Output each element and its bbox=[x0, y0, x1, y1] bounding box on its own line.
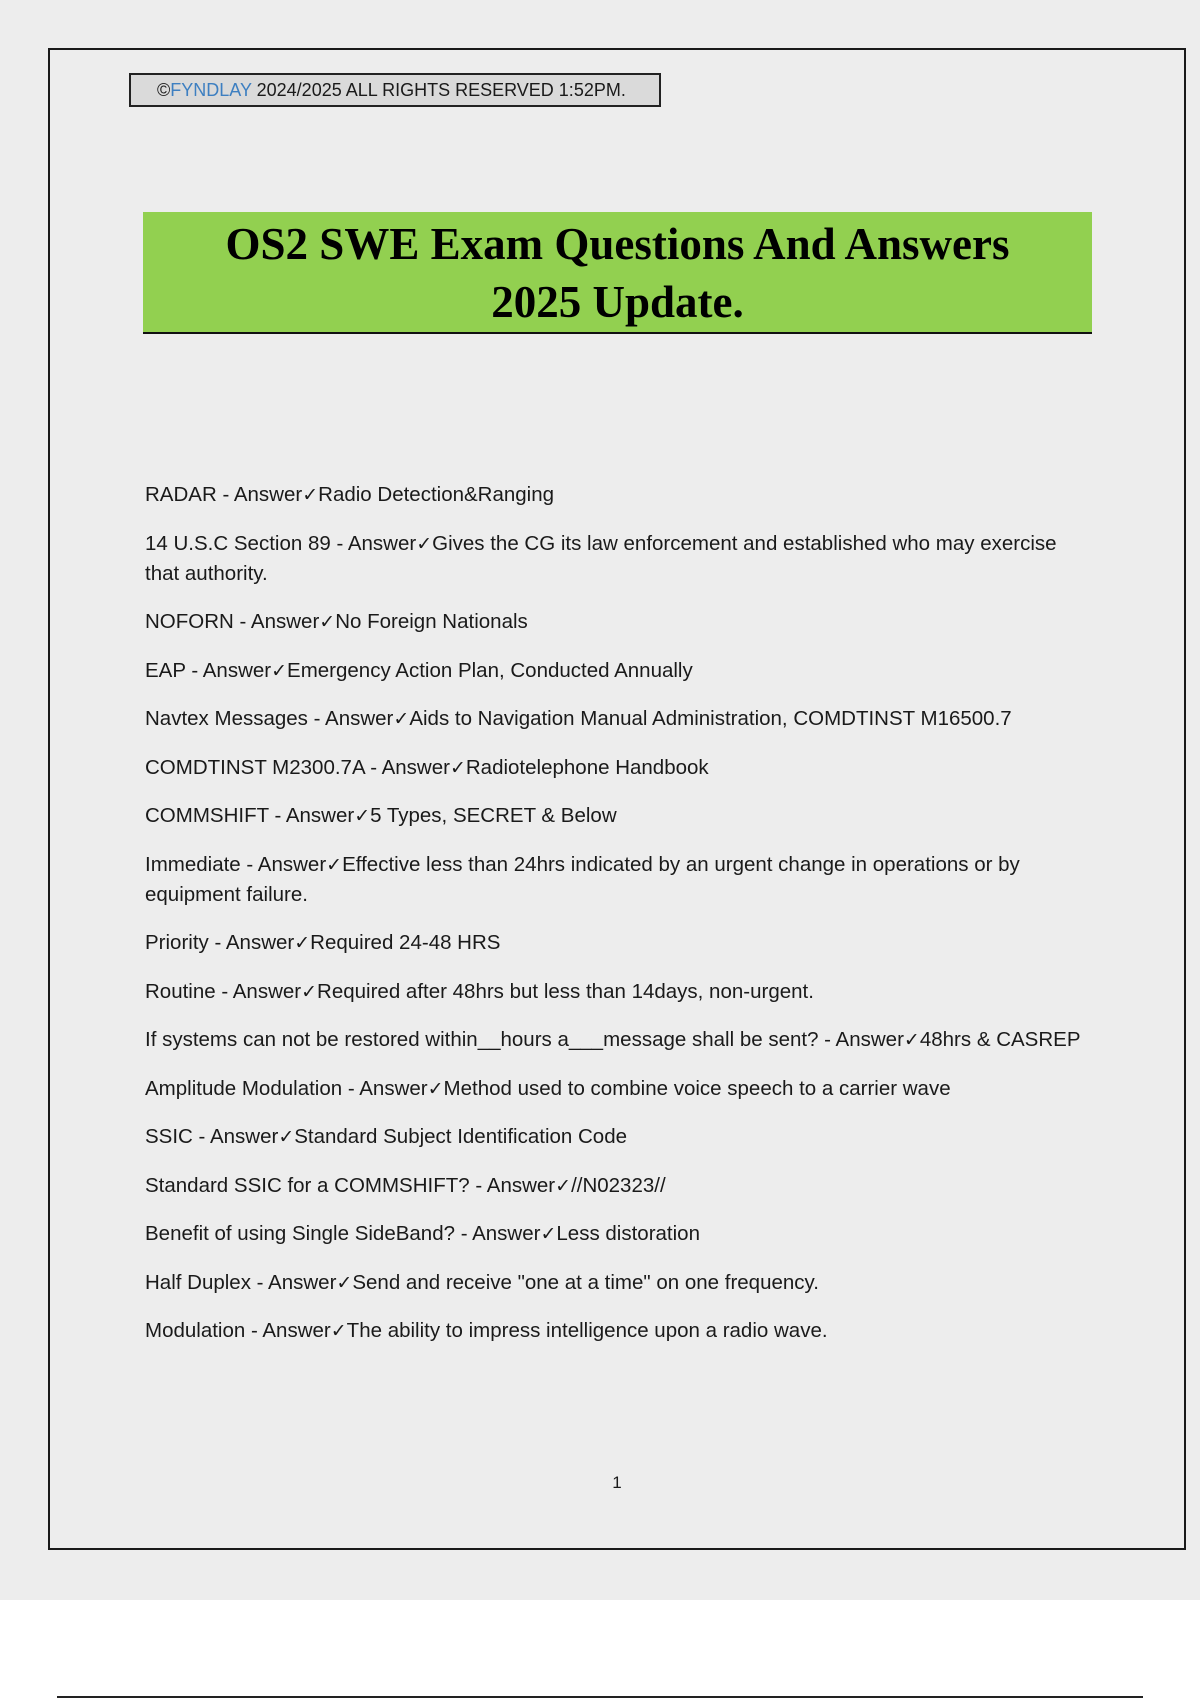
answer-text: Method used to combine voice speech to a carrier wave bbox=[443, 1076, 951, 1100]
qa-item bbox=[145, 480, 1095, 510]
question-text: Benefit of using Single SideBand? bbox=[145, 1222, 456, 1245]
answer-text: Emergency Action Plan, Conducted Annually bbox=[287, 658, 693, 682]
checkmark-icon: ✓ bbox=[271, 659, 288, 682]
question-text: Half Duplex bbox=[145, 1270, 251, 1294]
answer-label: - Answer bbox=[215, 979, 302, 1003]
document-title bbox=[143, 212, 1092, 334]
checkmark-icon: ✓ bbox=[555, 1174, 572, 1197]
question-text: COMDTINST M2300.7A bbox=[145, 755, 365, 779]
checkmark-icon: ✓ bbox=[449, 756, 466, 779]
answer-text: No Foreign Nationals bbox=[335, 610, 528, 633]
question-text: COMMSHIFT bbox=[145, 804, 269, 827]
checkmark-icon: ✓ bbox=[319, 611, 336, 633]
answer-text: Required 24-48 HRS bbox=[310, 931, 501, 954]
question-text: SSIC bbox=[145, 1125, 193, 1148]
question-text: If systems can not be restored within__hours a___message shall be sent? bbox=[145, 1028, 819, 1051]
answer-text: 48hrs & CASREP bbox=[919, 1028, 1081, 1051]
copyright-header bbox=[129, 73, 661, 107]
checkmark-icon: ✓ bbox=[540, 1223, 557, 1245]
question-text: Navtex Messages bbox=[145, 707, 308, 730]
qa-item bbox=[145, 1122, 1095, 1152]
answer-text: Send and receive "one at a time" on one frequency. bbox=[352, 1270, 819, 1294]
checkmark-icon: ✓ bbox=[416, 532, 433, 555]
answer-text: //N02323// bbox=[571, 1173, 666, 1197]
question-text: NOFORN bbox=[145, 610, 234, 633]
answer-text: Gives the CG its law enforcement and established who may exercise that authority. bbox=[145, 531, 1057, 585]
question-text: Standard SSIC for a COMMSHIFT? bbox=[145, 1173, 470, 1197]
checkmark-icon: ✓ bbox=[302, 484, 319, 506]
copyright-text: 2024/2025 ALL RIGHTS RESERVED 1:52PM. bbox=[251, 80, 626, 100]
answer-label: - Answer bbox=[216, 483, 303, 506]
answer-label: - Answer bbox=[455, 1222, 541, 1245]
answer-text: Less distoration bbox=[556, 1222, 700, 1245]
qa-item bbox=[145, 1316, 1095, 1346]
question-text: Immediate bbox=[145, 852, 241, 876]
question-text: Amplitude Modulation bbox=[145, 1076, 343, 1100]
checkmark-icon: ✓ bbox=[354, 805, 371, 827]
question-text: Priority bbox=[145, 931, 209, 954]
qa-item bbox=[145, 1074, 1095, 1104]
answer-label: - Answer bbox=[364, 755, 450, 779]
answer-label: - Answer bbox=[245, 1319, 331, 1342]
answer-label: - Answer bbox=[233, 610, 320, 633]
answer-text: 5 Types, SECRET & Below bbox=[370, 804, 617, 827]
answer-label: - Answer bbox=[192, 1125, 279, 1148]
checkmark-icon: ✓ bbox=[393, 708, 410, 730]
qa-item bbox=[145, 529, 1095, 589]
question-text: Routine bbox=[145, 979, 216, 1003]
answer-label: - Answer bbox=[240, 852, 327, 876]
qa-item bbox=[145, 704, 1095, 734]
answer-text: Effective less than 24hrs indicated by an urgent change in operations or by equipment failure. bbox=[145, 852, 1020, 906]
answer-label: - Answer bbox=[307, 707, 394, 730]
qa-item bbox=[145, 607, 1095, 637]
qa-item bbox=[145, 850, 1095, 910]
qa-item bbox=[145, 1025, 1095, 1055]
qa-item bbox=[145, 1219, 1095, 1249]
question-text: 14 U.S.C Section 89 bbox=[145, 531, 331, 555]
question-text: Modulation bbox=[145, 1319, 246, 1342]
answer-text: The ability to impress intelligence upon a radio wave. bbox=[346, 1319, 828, 1342]
page-number: 1 bbox=[612, 1473, 622, 1492]
divider bbox=[57, 1696, 1143, 1698]
answer-text: Standard Subject Identification Code bbox=[294, 1125, 628, 1148]
qa-item bbox=[145, 928, 1095, 958]
title-line-1: OS2 SWE Exam Questions And Answers bbox=[225, 219, 1010, 269]
qa-item bbox=[145, 801, 1095, 831]
qa-list bbox=[145, 480, 1095, 1365]
answer-label: - Answer bbox=[818, 1028, 904, 1051]
checkmark-icon: ✓ bbox=[903, 1029, 920, 1051]
qa-item bbox=[145, 656, 1095, 686]
checkmark-icon: ✓ bbox=[330, 1320, 347, 1342]
answer-label: - Answer bbox=[469, 1173, 556, 1197]
answer-label: - Answer bbox=[185, 658, 272, 682]
checkmark-icon: ✓ bbox=[326, 853, 343, 876]
checkmark-icon: ✓ bbox=[336, 1271, 353, 1294]
question-text: RADAR bbox=[145, 483, 217, 506]
answer-text: Required after 48hrs but less than 14days, non-urgent. bbox=[317, 979, 814, 1003]
title-line-2: 2025 Update. bbox=[491, 277, 744, 327]
answer-label: - Answer bbox=[250, 1270, 337, 1294]
checkmark-icon: ✓ bbox=[294, 932, 311, 954]
answer-text: Radio Detection&Ranging bbox=[318, 483, 555, 506]
answer-label: - Answer bbox=[342, 1076, 428, 1100]
answer-label: - Answer bbox=[268, 804, 355, 827]
checkmark-icon: ✓ bbox=[427, 1077, 444, 1100]
answer-text: Aids to Navigation Manual Administration, COMDTINST M16500.7 bbox=[409, 707, 1012, 730]
qa-item bbox=[145, 753, 1095, 783]
qa-item bbox=[145, 977, 1095, 1007]
checkmark-icon: ✓ bbox=[278, 1126, 295, 1148]
question-text: EAP bbox=[145, 658, 186, 682]
answer-text: Radiotelephone Handbook bbox=[465, 755, 709, 779]
answer-label: - Answer bbox=[330, 531, 417, 555]
answer-label: - Answer bbox=[208, 931, 295, 954]
qa-item bbox=[145, 1171, 1095, 1201]
qa-item bbox=[145, 1268, 1095, 1298]
checkmark-icon: ✓ bbox=[301, 980, 318, 1003]
copyright-symbol: © bbox=[157, 80, 171, 100]
brand-name: FYNDLAY bbox=[170, 80, 252, 100]
